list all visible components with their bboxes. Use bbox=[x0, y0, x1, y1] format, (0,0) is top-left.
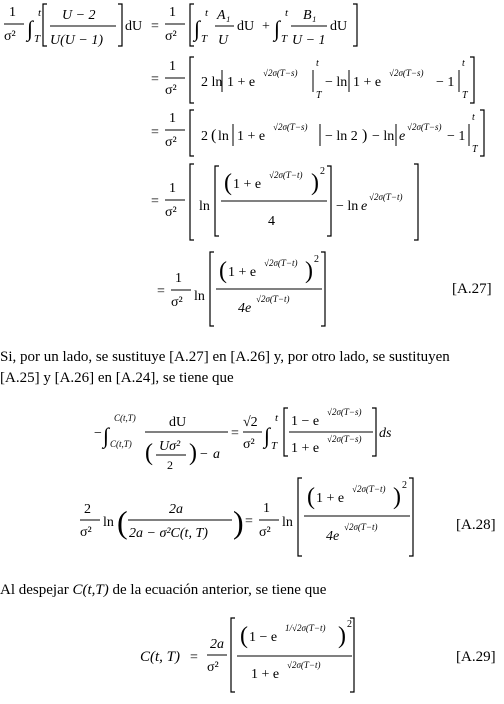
svg-text:dU: dU bbox=[125, 19, 143, 34]
svg-text:√2σ(T−t): √2σ(T−t) bbox=[344, 522, 378, 532]
paragraph-despejar-prefix: Al despejar bbox=[0, 582, 73, 598]
svg-text:T: T bbox=[271, 440, 278, 452]
paragraph-substitution-line-2: [A.25] y [A.26] en [A.24], se tiene que bbox=[0, 370, 234, 386]
svg-text:−: − bbox=[94, 426, 102, 441]
svg-text:√2σ(T−s): √2σ(T−s) bbox=[327, 434, 362, 444]
svg-text:e: e bbox=[361, 199, 368, 214]
svg-text:T: T bbox=[281, 33, 288, 45]
svg-text:− ln: − ln bbox=[325, 75, 348, 90]
svg-text:=: = bbox=[190, 650, 198, 665]
svg-text:− ln 2: − ln 2 bbox=[325, 129, 358, 144]
svg-text:): ) bbox=[305, 258, 313, 284]
svg-text:(: ( bbox=[307, 484, 315, 510]
svg-text:ln: ln bbox=[199, 199, 210, 214]
svg-text:2: 2 bbox=[347, 619, 352, 630]
svg-text:2a: 2a bbox=[169, 502, 183, 517]
svg-text:U − 2: U − 2 bbox=[62, 8, 96, 23]
svg-text:σ²: σ² bbox=[207, 660, 219, 675]
svg-text:(: ( bbox=[224, 170, 232, 196]
svg-text:1: 1 bbox=[169, 111, 176, 126]
svg-text:t: t bbox=[38, 7, 42, 19]
svg-text:2 ln: 2 ln bbox=[201, 75, 223, 90]
svg-text:=: = bbox=[231, 426, 239, 441]
svg-text:1: 1 bbox=[9, 5, 16, 20]
svg-text:1 + e: 1 + e bbox=[237, 129, 266, 144]
svg-text:Uσ²: Uσ² bbox=[159, 439, 181, 454]
svg-text:2: 2 bbox=[84, 502, 91, 517]
equation-number-a28: [A.28] bbox=[456, 517, 496, 533]
svg-text:(: ( bbox=[240, 623, 248, 649]
svg-text:a: a bbox=[213, 447, 220, 462]
svg-text:T: T bbox=[34, 33, 41, 45]
svg-text:√2: √2 bbox=[243, 415, 258, 430]
svg-text:−: − bbox=[200, 447, 208, 462]
svg-text:σ²: σ² bbox=[165, 83, 177, 98]
svg-text:1 − e: 1 − e bbox=[291, 414, 320, 429]
equation-line-1 bbox=[4, 4, 357, 48]
svg-text:1 + e: 1 + e bbox=[291, 441, 320, 456]
svg-text:=: = bbox=[151, 194, 159, 209]
svg-text:ln: ln bbox=[194, 289, 205, 304]
svg-text:σ²: σ² bbox=[165, 29, 177, 44]
svg-text:4e: 4e bbox=[238, 301, 252, 316]
paragraph-despejar bbox=[0, 580, 326, 601]
svg-text:− 1: − 1 bbox=[447, 129, 466, 144]
svg-text:1 + e: 1 + e bbox=[353, 75, 382, 90]
svg-text:dU: dU bbox=[169, 415, 187, 430]
svg-text:1: 1 bbox=[169, 59, 176, 74]
svg-text:√2σ(T−s): √2σ(T−s) bbox=[327, 407, 362, 417]
svg-text:t: t bbox=[275, 412, 279, 424]
svg-text:2a: 2a bbox=[210, 637, 224, 652]
svg-text:1 + e: 1 + e bbox=[227, 75, 256, 90]
svg-text:√2σ(T−s): √2σ(T−s) bbox=[263, 68, 298, 78]
equation-line-4 bbox=[151, 164, 418, 240]
svg-text:2a − σ²C(t, T): 2a − σ²C(t, T) bbox=[129, 526, 208, 541]
svg-text:U(U − 1): U(U − 1) bbox=[50, 33, 103, 48]
svg-text:ln: ln bbox=[218, 129, 229, 144]
svg-text:A₁: A₁ bbox=[217, 8, 231, 23]
svg-text:T: T bbox=[201, 33, 208, 45]
svg-text:√2σ(T−t): √2σ(T−t) bbox=[352, 484, 386, 494]
svg-text:(: ( bbox=[219, 258, 227, 284]
svg-text:∫: ∫ bbox=[27, 16, 34, 41]
equation-a28 bbox=[80, 478, 496, 556]
equation-a29 bbox=[140, 618, 496, 692]
svg-text:√2σ(T−t): √2σ(T−t) bbox=[256, 294, 290, 304]
svg-text:t: t bbox=[285, 7, 289, 19]
svg-text:σ²: σ² bbox=[171, 295, 183, 310]
svg-text:σ²: σ² bbox=[4, 29, 16, 44]
svg-text:): ) bbox=[362, 127, 368, 144]
svg-text:1: 1 bbox=[263, 501, 270, 516]
svg-text:∫: ∫ bbox=[274, 16, 281, 41]
svg-text:σ²: σ² bbox=[243, 437, 255, 452]
svg-text:σ²: σ² bbox=[259, 525, 271, 540]
svg-text:2: 2 bbox=[201, 129, 208, 144]
svg-text:=: = bbox=[151, 72, 159, 87]
svg-text:2: 2 bbox=[167, 458, 173, 472]
svg-text:): ) bbox=[338, 623, 346, 649]
svg-text:4e: 4e bbox=[326, 529, 340, 544]
svg-text:(: ( bbox=[145, 440, 153, 466]
svg-text:1: 1 bbox=[169, 181, 176, 196]
svg-text:T: T bbox=[472, 144, 478, 155]
svg-text:4: 4 bbox=[268, 214, 275, 229]
svg-text:√2σ(T−s): √2σ(T−s) bbox=[273, 122, 308, 132]
svg-text:C(t, T): C(t, T) bbox=[140, 649, 181, 665]
svg-text:1 + e: 1 + e bbox=[233, 177, 262, 192]
svg-text:dU: dU bbox=[237, 19, 255, 34]
svg-text:t: t bbox=[316, 58, 319, 69]
svg-text:1/√2σ(T−t): 1/√2σ(T−t) bbox=[285, 623, 326, 633]
svg-text:=: = bbox=[151, 19, 159, 34]
equation-number-a29: [A.29] bbox=[456, 649, 496, 665]
svg-text:1 + e: 1 + e bbox=[316, 491, 345, 506]
svg-text:ln: ln bbox=[103, 515, 114, 530]
svg-text:− 1: − 1 bbox=[436, 75, 455, 90]
svg-text:=: = bbox=[157, 284, 165, 299]
svg-text:∫: ∫ bbox=[264, 423, 271, 448]
svg-text:C(t,T): C(t,T) bbox=[114, 413, 136, 423]
svg-text:∫: ∫ bbox=[194, 16, 201, 41]
svg-text:dU: dU bbox=[330, 19, 348, 34]
svg-text:): ) bbox=[311, 170, 319, 196]
svg-text:√2σ(T−t): √2σ(T−t) bbox=[287, 660, 321, 670]
svg-text:B₁: B₁ bbox=[303, 8, 317, 23]
svg-text:C(t,T): C(t,T) bbox=[110, 439, 132, 449]
svg-text:t: t bbox=[462, 58, 465, 69]
svg-text:σ²: σ² bbox=[80, 525, 92, 540]
svg-text:σ²: σ² bbox=[165, 205, 177, 220]
svg-text:1: 1 bbox=[175, 271, 182, 286]
svg-text:): ) bbox=[189, 440, 197, 466]
svg-text:− ln: − ln bbox=[336, 199, 359, 214]
svg-text:1 − e: 1 − e bbox=[249, 630, 278, 645]
equation-a27 bbox=[157, 252, 492, 326]
svg-text:2: 2 bbox=[402, 480, 407, 491]
paragraph-substitution-line-1: Si, por un lado, se sustituye [A.27] en [A.26] y, por otro lado, se sustituyen bbox=[0, 349, 450, 365]
svg-text:(: ( bbox=[211, 127, 217, 144]
svg-text:ln: ln bbox=[282, 515, 293, 530]
svg-text:U: U bbox=[218, 33, 229, 48]
svg-text:=: = bbox=[151, 125, 159, 140]
svg-text:): ) bbox=[393, 484, 401, 510]
svg-text:T: T bbox=[462, 90, 468, 101]
svg-text:√2σ(T−t): √2σ(T−t) bbox=[264, 258, 298, 268]
svg-text:√2σ(T−t): √2σ(T−t) bbox=[269, 170, 303, 180]
svg-text:∫: ∫ bbox=[103, 423, 110, 448]
svg-text:e: e bbox=[399, 129, 406, 144]
svg-text:2: 2 bbox=[320, 166, 325, 177]
svg-text:1 + e: 1 + e bbox=[228, 265, 257, 280]
svg-text:(: ( bbox=[117, 504, 128, 540]
svg-text:− ln: − ln bbox=[372, 129, 395, 144]
equation-number-a27: [A.27] bbox=[452, 281, 492, 297]
svg-text:ds: ds bbox=[379, 426, 392, 441]
svg-text:1: 1 bbox=[169, 5, 176, 20]
paragraph-despejar-suffix: de la ecuación anterior, se tiene que bbox=[108, 582, 327, 598]
svg-text:2: 2 bbox=[314, 254, 319, 265]
svg-text:σ²: σ² bbox=[165, 135, 177, 150]
equation-line-6 bbox=[94, 407, 392, 472]
svg-text:): ) bbox=[233, 504, 244, 540]
svg-text:√2σ(T−t): √2σ(T−t) bbox=[369, 192, 403, 202]
svg-text:+: + bbox=[262, 19, 270, 34]
svg-text:1 + e: 1 + e bbox=[251, 667, 280, 682]
svg-text:T: T bbox=[316, 90, 322, 101]
svg-text:U − 1: U − 1 bbox=[292, 33, 326, 48]
svg-text:t: t bbox=[205, 7, 209, 19]
paragraph-despejar-math: C(t,T) bbox=[72, 582, 109, 598]
svg-text:√2σ(T−s): √2σ(T−s) bbox=[407, 122, 442, 132]
svg-text:=: = bbox=[245, 514, 253, 529]
svg-text:√2σ(T−s): √2σ(T−s) bbox=[389, 68, 424, 78]
equation-line-2 bbox=[151, 57, 474, 103]
svg-text:t: t bbox=[472, 112, 475, 123]
equation-line-3 bbox=[151, 110, 484, 156]
